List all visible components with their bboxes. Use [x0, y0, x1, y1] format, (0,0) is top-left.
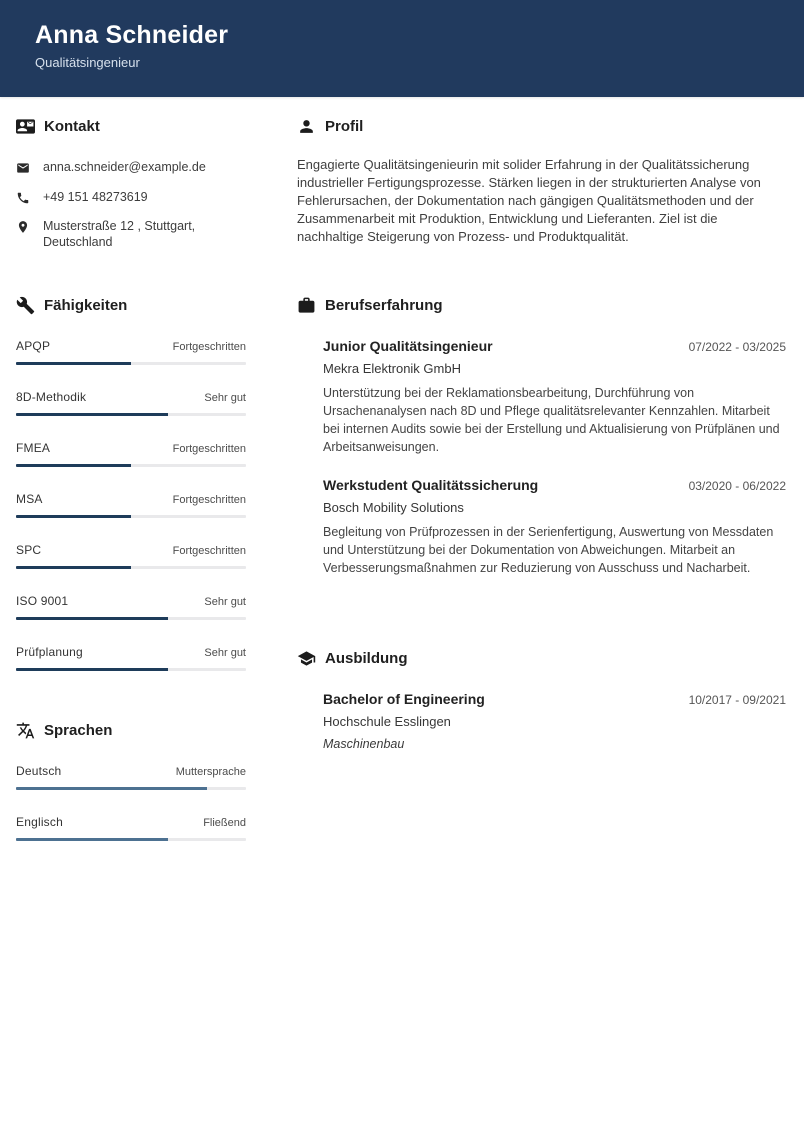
skill-level: Sehr gut — [204, 392, 246, 404]
briefcase-icon — [297, 296, 316, 315]
email-value: anna.schneider@example.de — [43, 160, 206, 174]
education-section — [297, 649, 786, 751]
wrench-icon — [16, 296, 35, 315]
skill-bar-fill — [16, 566, 131, 569]
language-level: Fließend — [203, 817, 246, 829]
skill-level: Fortgeschritten — [172, 443, 246, 455]
header-banner — [0, 0, 804, 97]
profile-section-header — [297, 117, 786, 136]
skill-item — [16, 441, 246, 467]
language-bar-track — [16, 838, 246, 841]
contact-section — [16, 117, 246, 250]
skill-bar-fill — [16, 515, 131, 518]
contact-item-email — [16, 160, 246, 176]
education-school: Hochschule Esslingen — [323, 714, 451, 729]
skill-item — [16, 594, 246, 620]
address-line2: Deutschland — [43, 234, 113, 249]
skill-item — [16, 339, 246, 365]
languages-list — [16, 764, 246, 841]
profile-heading: Profil — [325, 118, 364, 135]
person-name: Anna Schneider — [35, 21, 229, 49]
skill-item — [16, 645, 246, 671]
education-field: Maschinenbau — [323, 737, 405, 751]
job-entry-company: Bosch Mobility Solutions — [323, 500, 464, 515]
skill-name: APQP — [16, 339, 51, 353]
skill-level: Sehr gut — [204, 647, 246, 659]
education-entry — [323, 691, 786, 751]
skills-section — [16, 296, 246, 671]
phone-icon — [16, 191, 30, 205]
education-degree: Bachelor of Engineering — [323, 691, 485, 707]
skill-bar-fill — [16, 617, 168, 620]
experience-list — [297, 338, 786, 577]
skill-bar-track — [16, 464, 246, 467]
main-column — [297, 97, 786, 866]
skill-bar-track — [16, 617, 246, 620]
experience-entry — [323, 338, 786, 456]
job-title: Qualitätsingenieur — [35, 55, 140, 70]
contact-list — [16, 160, 246, 250]
language-item — [16, 764, 246, 790]
language-item — [16, 815, 246, 841]
skill-item — [16, 492, 246, 518]
skills-section-header — [16, 296, 246, 315]
skill-bar-track — [16, 668, 246, 671]
skill-item — [16, 390, 246, 416]
skill-name: 8D-Methodik — [16, 390, 87, 404]
graduation-cap-icon — [297, 649, 316, 668]
language-bar-track — [16, 787, 246, 790]
job-entry-title: Werkstudent Qualitätssicherung — [323, 477, 539, 493]
skill-name: FMEA — [16, 441, 51, 455]
location-pin-icon — [16, 220, 30, 234]
address-value — [43, 219, 195, 250]
skill-bar-track — [16, 413, 246, 416]
skill-bar-fill — [16, 413, 168, 416]
contact-item-phone — [16, 190, 246, 206]
skill-name: MSA — [16, 492, 43, 506]
job-entry-company: Mekra Elektronik GmbH — [323, 361, 461, 376]
education-heading: Ausbildung — [325, 650, 408, 667]
skill-bar-fill — [16, 464, 131, 467]
contact-item-address — [16, 219, 246, 250]
skill-level: Sehr gut — [204, 596, 246, 608]
education-section-header — [297, 649, 786, 668]
skill-level: Fortgeschritten — [172, 341, 246, 353]
contact-section-header — [16, 117, 246, 136]
languages-section — [16, 721, 246, 841]
skill-bar-fill — [16, 668, 168, 671]
translate-icon — [16, 721, 35, 740]
skill-level: Fortgeschritten — [172, 545, 246, 557]
skill-level: Fortgeschritten — [172, 494, 246, 506]
address-line1: Musterstraße 12 , Stuttgart, — [43, 219, 196, 233]
skills-list — [16, 339, 246, 671]
languages-section-header — [16, 721, 246, 740]
skill-name: Prüfplanung — [16, 645, 83, 659]
skills-heading: Fähigkeiten — [44, 297, 128, 314]
language-level: Muttersprache — [175, 766, 246, 778]
language-name: Deutsch — [16, 764, 62, 778]
contact-heading: Kontakt — [44, 118, 100, 135]
skill-bar-track — [16, 566, 246, 569]
experience-heading: Berufserfahrung — [325, 297, 443, 314]
language-name: Englisch — [16, 815, 63, 829]
job-entry-description: Begleitung von Prüfprozessen in der Serienfertigung, Auswertung von Messdaten und Unterstützung bei der Dokumentation von Abweichungen. Mitarbeit an Verbesserungsmaßnahmen zur Reduzierung von Ausschuss und Nacharbeit. — [323, 525, 774, 575]
job-entry-title: Junior Qualitätsingenieur — [323, 338, 493, 354]
skill-item — [16, 543, 246, 569]
skill-bar-track — [16, 515, 246, 518]
profile-section — [297, 117, 786, 246]
skill-bar-track — [16, 362, 246, 365]
job-entry-date: 03/2020 - 06/2022 — [688, 479, 786, 493]
person-icon — [297, 117, 316, 136]
profile-text: Engagierte Qualitätsingenieurin mit solider Erfahrung in der Qualitätssicherung industrieller Fertigungsprozesse. Stärken liegen in der strukturierten Analyse von Fehlerursachen, der Dokumentation nach gängigen Qualitätsmethoden und der Zusammenarbeit mit Produktion, Entwicklung und Lieferanten. Ziel ist die nachhaltige Steigerung von Prozess- und Produktqualität. — [297, 157, 761, 244]
sidebar-column — [16, 97, 246, 866]
education-list — [297, 691, 786, 751]
job-entry-date: 07/2022 - 03/2025 — [688, 340, 786, 354]
content-area — [0, 97, 804, 866]
job-entry-description: Unterstützung bei der Reklamationsbearbeitung, Durchführung von Ursachenanalysen nach 8D und Pflege qualitätsrelevanter Kennzahlen. Mitarbeit bei internen Audits sowie bei der Erstellung und Aktualisierung von Prüfplänen und Arbeitsanweisungen. — [323, 386, 780, 454]
phone-value: +49 151 48273619 — [43, 189, 148, 204]
languages-heading: Sprachen — [44, 722, 113, 739]
skill-bar-fill — [16, 362, 131, 365]
skill-name: ISO 9001 — [16, 594, 69, 608]
education-date: 10/2017 - 09/2021 — [688, 693, 786, 707]
language-bar-fill — [16, 838, 168, 841]
email-icon — [16, 161, 30, 175]
experience-section-header — [297, 296, 786, 315]
contact-card-icon — [16, 117, 35, 136]
language-bar-fill — [16, 787, 207, 790]
experience-entry — [323, 477, 786, 577]
skill-name: SPC — [16, 543, 42, 557]
experience-section — [297, 296, 786, 577]
